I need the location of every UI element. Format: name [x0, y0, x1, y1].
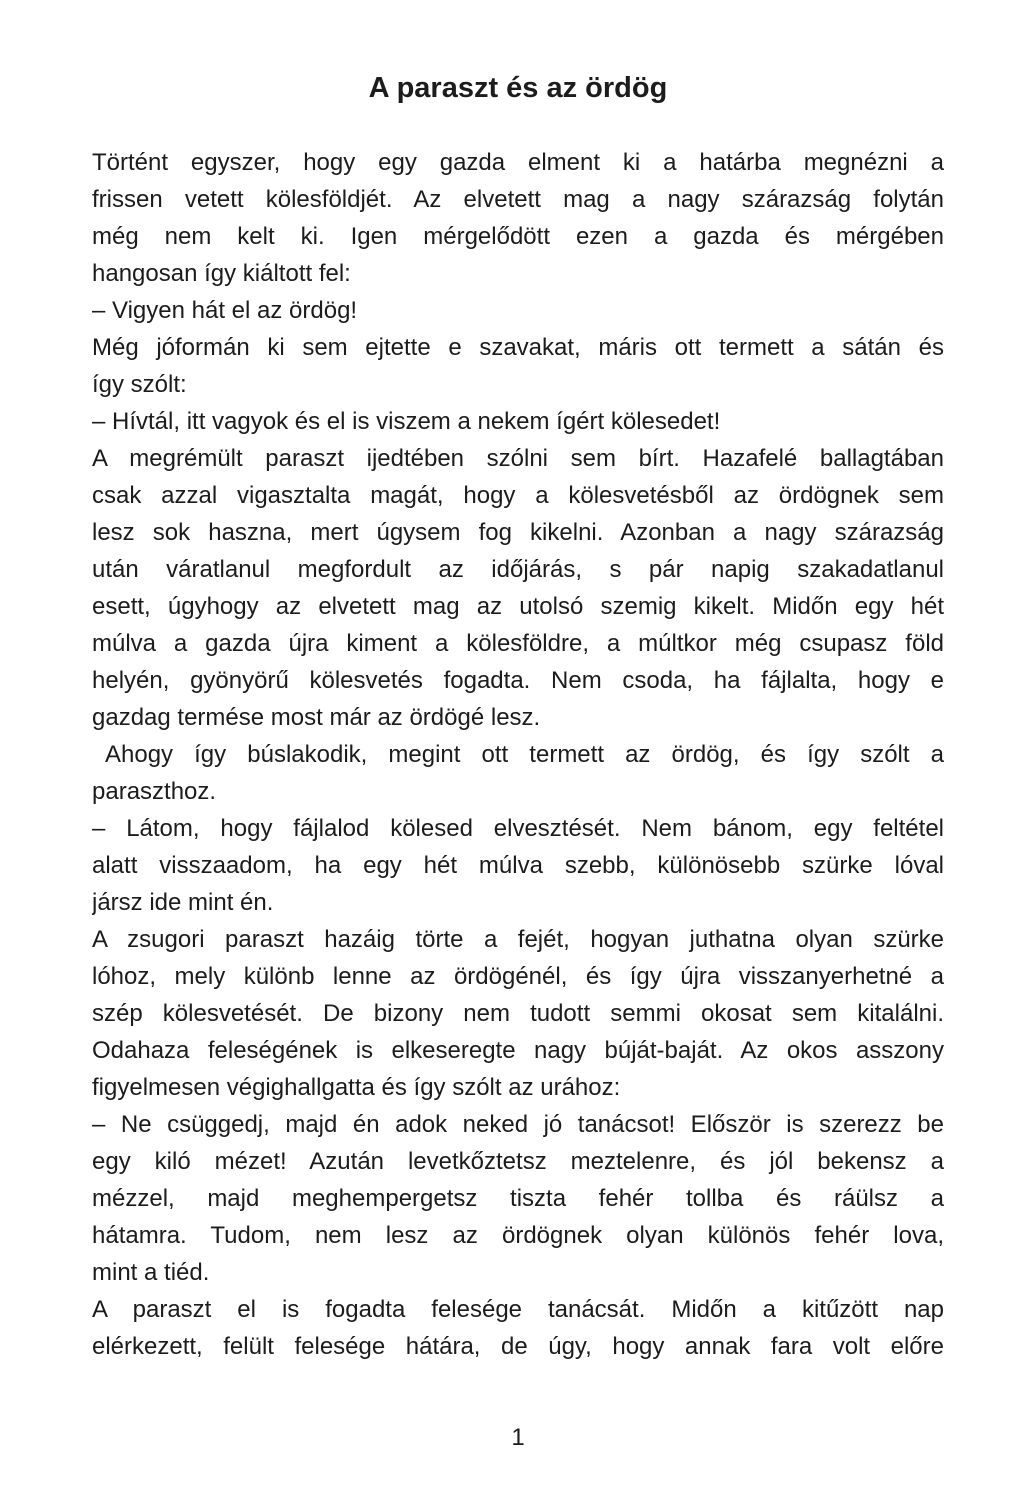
document-title: A paraszt és az ördög	[368, 72, 668, 104]
text-line: lóhoz, mely különb lenne az ördögénél, és így újra visszanyerhetné a	[92, 963, 944, 990]
text-line: lesz sok haszna, mert úgysem fog kikelni. Azonban a nagy szárazság	[92, 519, 944, 546]
text-line: helyén, gyönyörű kölesvetés fogadta. Nem csoda, ha fájlalta, hogy e	[92, 667, 944, 694]
text-line: figyelmesen végighallgatta és így szólt az urához:	[92, 1074, 621, 1101]
text-line: – Hívtál, itt vagyok és el is viszem a nekem ígért kölesedet!	[92, 408, 721, 435]
text-line: Történt egyszer, hogy egy gazda elment ki a határba megnézni a	[92, 149, 944, 176]
text-line: még nem kelt ki. Igen mérgelődött ezen a gazda és mérgében	[92, 223, 944, 250]
text-line: után váratlanul megfordult az időjárás, s pár napig szakadatlanul	[92, 556, 944, 583]
text-line: alatt visszaadom, ha egy hét múlva szebb, különösebb szürke lóval	[92, 852, 944, 879]
page-number: 1	[511, 1424, 525, 1451]
text-line: hangosan így kiáltott fel:	[92, 260, 351, 287]
text-line: – Látom, hogy fájlalod kölesed elvesztését. Nem bánom, egy feltétel	[92, 815, 944, 842]
text-line: Odahaza feleségének is elkeseregte nagy búját-baját. Az okos asszony	[92, 1037, 944, 1064]
text-line: A paraszt el is fogadta felesége tanácsát. Midőn a kitűzött nap	[92, 1296, 944, 1323]
text-line: mint a tiéd.	[92, 1259, 210, 1286]
text-line: szép kölesvetését. De bizony nem tudott semmi okosat sem kitalálni.	[92, 1000, 944, 1027]
text-line: frissen vetett kölesföldjét. Az elvetett mag a nagy szárazság folytán	[92, 186, 944, 213]
text-line: Ahogy így búslakodik, megint ott termett az ördög, és így szólt a	[105, 741, 944, 768]
text-line: Még jóformán ki sem ejtette e szavakat, máris ott termett a sátán és	[92, 334, 944, 361]
text-line: mézzel, majd meghempergetsz tiszta fehér tollba és ráülsz a	[92, 1185, 944, 1212]
text-line: múlva a gazda újra kiment a kölesföldre, a múltkor még csupasz föld	[92, 630, 944, 657]
text-line: jársz ide mint én.	[92, 889, 274, 916]
text-line: gazdag termése most már az ördögé lesz.	[92, 704, 541, 731]
text-line: egy kiló mézet! Azután levetkőztetsz meztelenre, és jól bekensz a	[92, 1148, 944, 1175]
text-line: csak azzal vigasztalta magát, hogy a kölesvetésből az ördögnek sem	[92, 482, 944, 509]
text-line: így szólt:	[92, 371, 187, 398]
text-line: A megrémült paraszt ijedtében szólni sem bírt. Hazafelé ballagtában	[92, 445, 944, 472]
text-line: A zsugori paraszt hazáig törte a fejét, hogyan juthatna olyan szürke	[92, 926, 944, 953]
text-line: elérkezett, felült felesége hátára, de úgy, hogy annak fara volt előre	[92, 1333, 944, 1360]
text-line: – Ne csüggedj, majd én adok neked jó tanácsot! Először is szerezz be	[92, 1111, 944, 1138]
text-line: – Vigyen hát el az ördög!	[92, 297, 358, 324]
text-line: hátamra. Tudom, nem lesz az ördögnek olyan különös fehér lova,	[92, 1222, 944, 1249]
document-body	[92, 144, 944, 1365]
text-line: esett, úgyhogy az elvetett mag az utolsó szemig kikelt. Midőn egy hét	[92, 593, 944, 620]
text-line: paraszthoz.	[92, 778, 217, 805]
